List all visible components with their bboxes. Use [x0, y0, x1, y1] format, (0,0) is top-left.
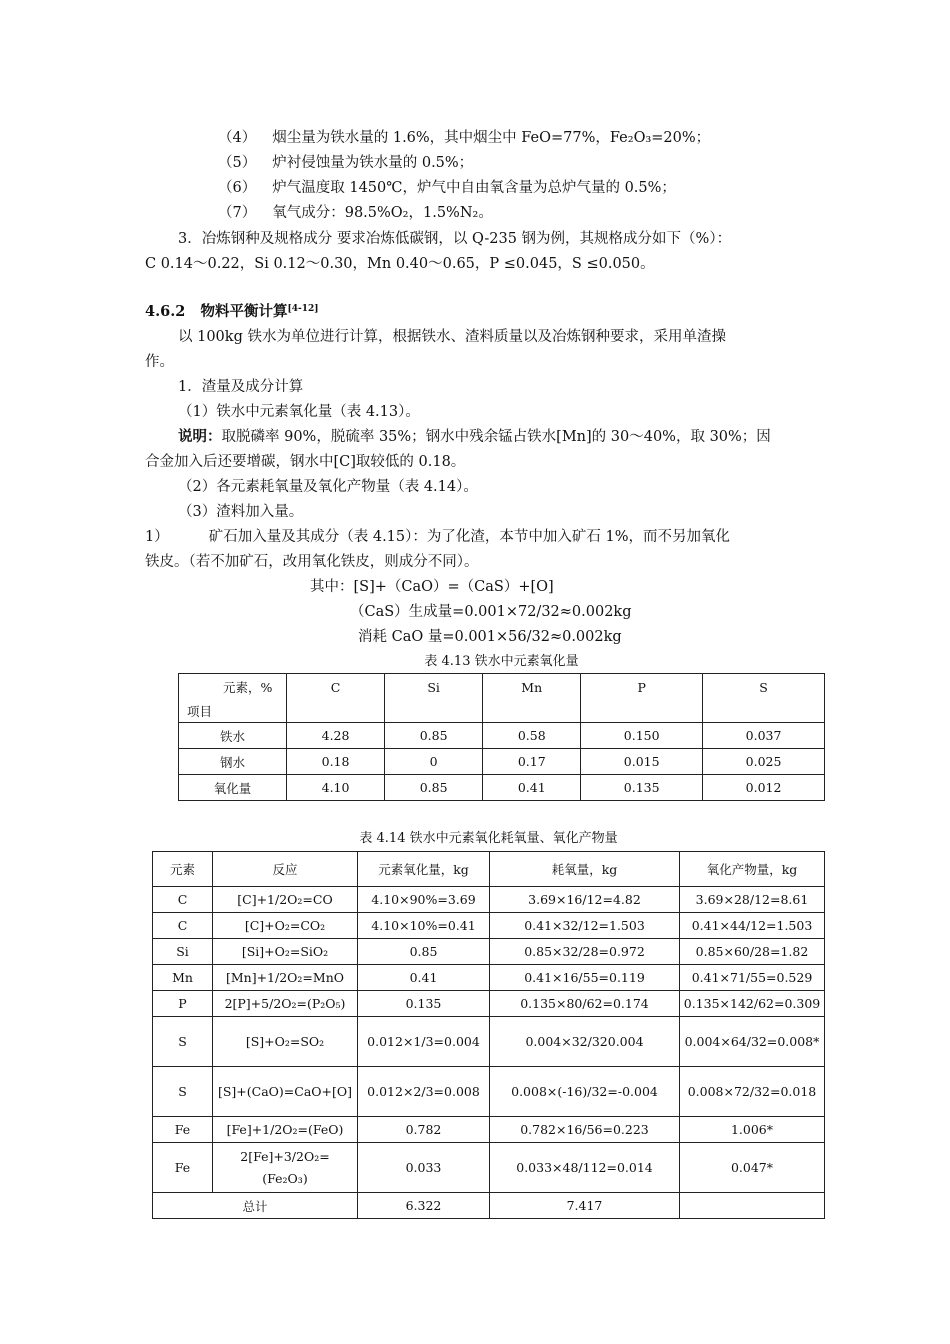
list-text: 烟尘量为铁水量的 1.6%，其中烟尘中 FeO=77%，Fe₂O₃=20%；	[272, 130, 711, 146]
section-number: 4.6.2	[145, 303, 186, 320]
col-header: 氧化产物量，kg	[680, 852, 825, 887]
table-row	[153, 965, 825, 991]
col-header: Mn	[483, 674, 581, 723]
step-1-1: （1）铁水中元素氧化量（表 4.13）。	[178, 404, 420, 420]
table-cell: S	[153, 1017, 213, 1067]
row-label: 氧化量	[179, 775, 287, 801]
table-cell: [C]+1/2O₂=CO	[213, 887, 358, 913]
row-label: 铁水	[179, 723, 287, 749]
table-row	[153, 913, 825, 939]
table-cell: 0.135	[358, 991, 490, 1017]
row-label: 钢水	[179, 749, 287, 775]
table-row	[153, 1017, 825, 1067]
col-header: 耗氧量，kg	[490, 852, 680, 887]
table-cell: 2[Fe]+3/2O₂=(Fe₂O₃)	[213, 1143, 358, 1193]
table-cell: C	[153, 887, 213, 913]
col-header: 元素氧化量，kg	[358, 852, 490, 887]
table-cell: 0.025	[703, 749, 825, 775]
total-oxidized: 6.322	[358, 1193, 490, 1219]
table-cell: 0.037	[703, 723, 825, 749]
table-cell: 0.17	[483, 749, 581, 775]
table-row	[153, 1117, 825, 1143]
table-cell: Mn	[153, 965, 213, 991]
table-4-14	[152, 851, 825, 1219]
table-cell: 0.012×1/3=0.004	[358, 1017, 490, 1067]
table-cell: 0.85	[358, 939, 490, 965]
table-cell: 0.782×16/56=0.223	[490, 1117, 680, 1143]
list-num: （6）	[218, 180, 257, 196]
section-title: 物料平衡计算	[200, 303, 288, 320]
table-4-13-caption: 表 4.13 铁水中元素氧化量	[424, 654, 579, 669]
list-item-4	[218, 128, 710, 148]
table-row	[153, 991, 825, 1017]
table-cell: 0.015	[581, 749, 703, 775]
table-cell: 0.012	[703, 775, 825, 801]
list-text: 炉气温度取 1450℃，炉气中自由氧含量为总炉气量的 0.5%；	[272, 180, 676, 196]
table-cell: 0.033×48/112=0.014	[490, 1143, 680, 1193]
table-row	[179, 775, 825, 801]
table-cell: 0.85×60/28=1.82	[680, 939, 825, 965]
table-cell: 2[P]+5/2O₂=(P₂O₅)	[213, 991, 358, 1017]
col-header: Si	[385, 674, 483, 723]
note-label: 说明：	[178, 428, 222, 445]
list-item-7	[218, 203, 493, 223]
ore-line-1	[145, 527, 730, 547]
list-text: 氧气成分：98.5%O₂，1.5%N₂。	[272, 205, 493, 221]
table-cell: S	[153, 1067, 213, 1117]
table-4-14-caption: 表 4.14 铁水中元素氧化耗氧量、氧化产物量	[359, 831, 618, 846]
total-oxygen: 7.417	[490, 1193, 680, 1219]
table-cell: Fe	[153, 1117, 213, 1143]
table-cell: 0.135×80/62=0.174	[490, 991, 680, 1017]
table-cell: 0.41×16/55=0.119	[490, 965, 680, 991]
list-num: （4）	[218, 130, 257, 146]
note-line-1	[178, 427, 771, 447]
table-cell: 0.135×142/62=0.309	[680, 991, 825, 1017]
table-cell: 0.41×44/12=1.503	[680, 913, 825, 939]
table-cell: 0.85	[385, 775, 483, 801]
list-num: （7）	[218, 205, 257, 221]
table-cell: 0.004×64/32=0.008*	[680, 1017, 825, 1067]
intro-line-2: 作。	[145, 354, 174, 370]
table-cell: 3.69×28/12=8.61	[680, 887, 825, 913]
col-header: S	[703, 674, 825, 723]
table-cell: [Si]+O₂=SiO₂	[213, 939, 358, 965]
equation-2: （CaS）生成量=0.001×72/32≈0.002kg	[350, 604, 632, 620]
table-cell: 0.41×71/55=0.529	[680, 965, 825, 991]
corner-bottom: 项目	[187, 704, 213, 719]
step-1-3: （3）渣料加入量。	[178, 504, 304, 520]
list-text: 炉衬侵蚀量为铁水量的 0.5%；	[272, 155, 474, 171]
table-cell: Fe	[153, 1143, 213, 1193]
list-item-6	[218, 178, 676, 198]
table-row	[153, 939, 825, 965]
note-line-2: 合金加入后还要增碳，钢水中[C]取较低的 0.18。	[145, 454, 466, 470]
table-row	[179, 723, 825, 749]
table-cell: 0.58	[483, 723, 581, 749]
table-cell: 4.10	[287, 775, 385, 801]
step-1-heading: 1．渣量及成分计算	[178, 379, 304, 395]
col-header: 元素	[153, 852, 213, 887]
table-4-13	[178, 673, 825, 801]
col-header: 反应	[213, 852, 358, 887]
corner-top: 元素，%	[223, 680, 273, 695]
section-heading	[145, 302, 319, 322]
spec-line-2: C 0.14～0.22，Si 0.12～0.30，Mn 0.40～0.65，P ≤0.045，S ≤0.050。	[145, 256, 655, 272]
equation-1: 其中：[S]+（CaO）=（CaS）+[O]	[310, 579, 554, 595]
table-cell: 0.033	[358, 1143, 490, 1193]
table-row	[179, 749, 825, 775]
total-product	[680, 1193, 825, 1219]
spec-line-1: 3．冶炼钢种及规格成分 要求冶炼低碳钢，以 Q-235 钢为例，其规格成分如下（%）：	[178, 231, 732, 247]
table-header-row	[153, 852, 825, 887]
table-cell: C	[153, 913, 213, 939]
table-cell: 0.004×32/320.004	[490, 1017, 680, 1067]
col-header: C	[287, 674, 385, 723]
table-cell: [Fe]+1/2O₂=(FeO)	[213, 1117, 358, 1143]
table-cell: 0.047*	[680, 1143, 825, 1193]
table-cell: 0.41	[483, 775, 581, 801]
ore-line-2: 铁皮。（若不加矿石，改用氧化铁皮，则成分不同）。	[145, 554, 479, 570]
list-num: （5）	[218, 155, 257, 171]
table-cell: 4.10×10%=0.41	[358, 913, 490, 939]
table-corner-cell	[179, 674, 287, 723]
table-cell: Si	[153, 939, 213, 965]
table-cell: 4.28	[287, 723, 385, 749]
table-cell: 0	[385, 749, 483, 775]
table-cell: 1.006*	[680, 1117, 825, 1143]
table-cell: [S]+O₂=SO₂	[213, 1017, 358, 1067]
table-cell: 4.10×90%=3.69	[358, 887, 490, 913]
table-cell: 0.18	[287, 749, 385, 775]
equation-3: 消耗 CaO 量=0.001×56/32≈0.002kg	[358, 629, 622, 645]
table-cell: [C]+O₂=CO₂	[213, 913, 358, 939]
table-cell: 0.150	[581, 723, 703, 749]
table-cell: 0.41×32/12=1.503	[490, 913, 680, 939]
table-cell: 0.41	[358, 965, 490, 991]
table-cell: 0.008×(-16)/32=-0.004	[490, 1067, 680, 1117]
section-ref: [4-12]	[287, 304, 319, 314]
col-header: P	[581, 674, 703, 723]
table-cell: 3.69×16/12=4.82	[490, 887, 680, 913]
total-label: 总计	[153, 1193, 358, 1219]
ore-num: 1）	[145, 529, 169, 545]
table-cell: 0.135	[581, 775, 703, 801]
table-row	[153, 1143, 825, 1193]
ore-text: 矿石加入量及其成分（表 4.15）：为了化渣，本节中加入矿石 1%，而不另加氧化	[208, 529, 730, 545]
table-total-row	[153, 1193, 825, 1219]
step-1-2: （2）各元素耗氧量及氧化产物量（表 4.14）。	[178, 479, 478, 495]
table-header-row	[179, 674, 825, 723]
table-cell: 0.012×2/3=0.008	[358, 1067, 490, 1117]
table-cell: 0.85×32/28=0.972	[490, 939, 680, 965]
table-cell: 0.85	[385, 723, 483, 749]
table-cell: [S]+(CaO)=CaO+[O]	[213, 1067, 358, 1117]
intro-line-1: 以 100kg 铁水为单位进行计算，根据铁水、渣料质量以及冶炼钢种要求，采用单渣操	[178, 329, 726, 345]
table-cell: 0.782	[358, 1117, 490, 1143]
table-row	[153, 887, 825, 913]
note-text: 取脱磷率 90%，脱硫率 35%；钢水中残余锰占铁水[Mn]的 30～40%，取 30%；因	[221, 429, 771, 445]
table-row	[153, 1067, 825, 1117]
list-item-5	[218, 153, 473, 173]
table-cell: P	[153, 991, 213, 1017]
table-cell: 0.008×72/32=0.018	[680, 1067, 825, 1117]
table-cell: [Mn]+1/2O₂=MnO	[213, 965, 358, 991]
